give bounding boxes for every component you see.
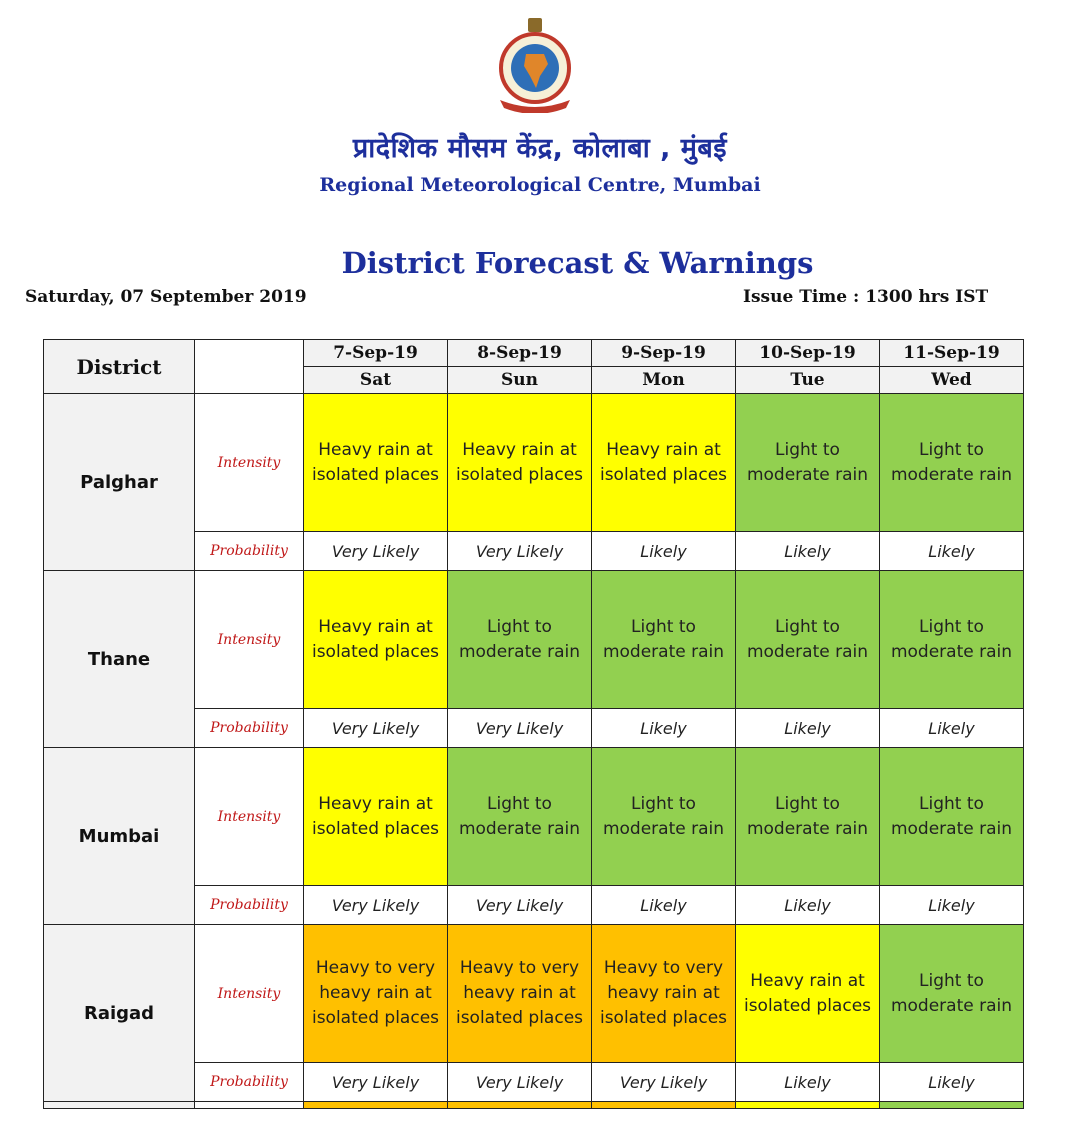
intensity-label: Intensity	[195, 925, 304, 1063]
day-header: Mon	[592, 367, 736, 394]
intensity-partial	[304, 1102, 448, 1109]
probability-cell: Likely	[880, 709, 1024, 748]
next-row-partial	[44, 1102, 1024, 1109]
district-name: Palghar	[44, 394, 195, 571]
intensity-cell: Light to moderate rain	[880, 394, 1024, 532]
intensity-cell: Heavy rain at isolated places	[304, 571, 448, 709]
probability-cell: Likely	[736, 532, 880, 571]
district-name: Thane	[44, 571, 195, 748]
day-header: Wed	[880, 367, 1024, 394]
district-row-palghar	[44, 394, 1024, 532]
intensity-partial	[448, 1102, 592, 1109]
probability-cell: Very Likely	[448, 709, 592, 748]
date-header: 7-Sep-19	[304, 340, 448, 367]
intensity-cell: Light to moderate rain	[448, 748, 592, 886]
district-row-thane	[44, 571, 1024, 709]
imd-logo-emblem	[490, 18, 580, 113]
date-header: 10-Sep-19	[736, 340, 880, 367]
probability-cell: Very Likely	[304, 709, 448, 748]
probability-cell: Likely	[592, 886, 736, 925]
intensity-cell: Light to moderate rain	[736, 394, 880, 532]
probability-cell: Likely	[592, 532, 736, 571]
intensity-cell: Light to moderate rain	[880, 571, 1024, 709]
day-header: Tue	[736, 367, 880, 394]
intensity-cell: Heavy rain at isolated places	[448, 394, 592, 532]
intensity-cell: Heavy rain at isolated places	[304, 748, 448, 886]
date-header: 9-Sep-19	[592, 340, 736, 367]
day-header: Sat	[304, 367, 448, 394]
intensity-partial	[592, 1102, 736, 1109]
probability-cell: Likely	[880, 1063, 1024, 1102]
intensity-partial	[880, 1102, 1024, 1109]
probability-cell: Very Likely	[448, 886, 592, 925]
probability-cell: Likely	[880, 886, 1024, 925]
probability-label: Probability	[195, 709, 304, 748]
intensity-label: Intensity	[195, 748, 304, 886]
date-header: 8-Sep-19	[448, 340, 592, 367]
forecast-table	[43, 339, 1024, 1109]
rmc-hindi-title: प्रादेशिक मौसम केंद्र, कोलाबा , मुंबई	[352, 133, 728, 164]
intensity-cell: Light to moderate rain	[880, 925, 1024, 1063]
intensity-label: Intensity	[195, 394, 304, 532]
date-header: 11-Sep-19	[880, 340, 1024, 367]
intensity-cell: Light to moderate rain	[880, 748, 1024, 886]
intensity-cell: Heavy rain at isolated places	[736, 925, 880, 1063]
probability-cell: Likely	[880, 532, 1024, 571]
rmc-english-title: Regional Meteorological Centre, Mumbai	[319, 174, 761, 196]
probability-cell: Likely	[736, 886, 880, 925]
intensity-cell: Heavy to very heavy rain at isolated places	[592, 925, 736, 1063]
intensity-cell: Heavy rain at isolated places	[592, 394, 736, 532]
intensity-cell: Light to moderate rain	[592, 571, 736, 709]
intensity-cell: Heavy to very heavy rain at isolated places	[448, 925, 592, 1063]
day-header: Sun	[448, 367, 592, 394]
intensity-label: Intensity	[195, 571, 304, 709]
probability-label: Probability	[195, 1063, 304, 1102]
probability-cell: Very Likely	[592, 1063, 736, 1102]
district-name: Raigad	[44, 925, 195, 1102]
probability-cell: Very Likely	[304, 1063, 448, 1102]
intensity-cell: Heavy to very heavy rain at isolated places	[304, 925, 448, 1063]
district-row-mumbai	[44, 748, 1024, 886]
probability-label: Probability	[195, 532, 304, 571]
district-row-raigad	[44, 925, 1024, 1063]
district-column-header: District	[44, 340, 195, 394]
probability-cell: Likely	[736, 1063, 880, 1102]
probability-cell: Very Likely	[448, 532, 592, 571]
probability-cell: Very Likely	[304, 532, 448, 571]
issue-time: Issue Time : 1300 hrs IST	[743, 287, 989, 307]
probability-cell: Very Likely	[448, 1063, 592, 1102]
intensity-cell: Light to moderate rain	[736, 748, 880, 886]
district-name-partial	[44, 1102, 195, 1109]
intensity-cell: Heavy rain at isolated places	[304, 394, 448, 532]
intensity-cell: Light to moderate rain	[448, 571, 592, 709]
probability-cell: Very Likely	[304, 886, 448, 925]
document-title: District Forecast & Warnings	[341, 246, 814, 280]
label-column-header	[195, 340, 304, 394]
label-partial	[195, 1102, 304, 1109]
intensity-cell: Light to moderate rain	[592, 748, 736, 886]
probability-cell: Likely	[592, 709, 736, 748]
probability-cell: Likely	[736, 709, 880, 748]
intensity-cell: Light to moderate rain	[736, 571, 880, 709]
intensity-partial	[736, 1102, 880, 1109]
forecast-date: Saturday, 07 September 2019	[25, 287, 307, 307]
district-name: Mumbai	[44, 748, 195, 925]
probability-label: Probability	[195, 886, 304, 925]
